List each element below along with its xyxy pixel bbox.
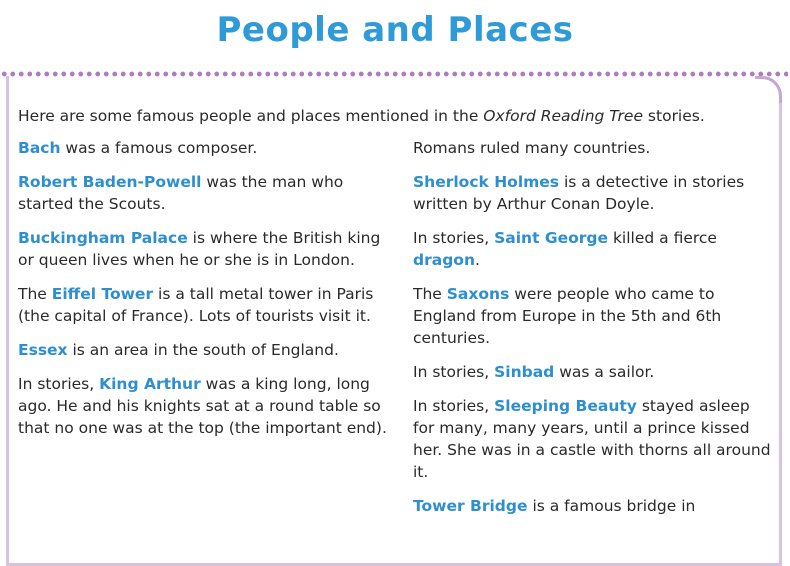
book-title: Oxford Reading Tree (483, 107, 643, 125)
entry-term: Saint George (494, 229, 609, 247)
entry-term: Tower Bridge (413, 497, 528, 515)
entry-term: King Arthur (99, 375, 201, 393)
glossary-entry (413, 171, 773, 215)
glossary-entry (413, 395, 773, 483)
entry-text: killed a fierce (608, 229, 717, 247)
glossary-entry (18, 283, 393, 327)
glossary-entry (18, 137, 393, 159)
glossary-entry (413, 227, 773, 271)
entry-text: The (18, 285, 52, 303)
entry-text: is a tall metal tower in Paris (the capital of France). Lots of tourists visit it. (18, 285, 374, 325)
intro-text (18, 105, 778, 127)
entry-term: Buckingham Palace (18, 229, 188, 247)
entry-text: stayed asleep for many, many years, until a prince kissed her. She was in a castle with thorns all around it. (413, 397, 771, 481)
entry-text: In stories, (18, 375, 100, 393)
entry-text: were people who came to England from Europe in the 5th and 6th centuries. (413, 285, 722, 347)
entry-term: Sleeping Beauty (494, 397, 637, 415)
entry-text: The (413, 285, 447, 303)
entry-text: is where the British king or queen lives when he or she is in London. (18, 229, 381, 269)
entry-text: In stories, (413, 363, 495, 381)
entry-text: is a famous bridge in (527, 497, 696, 515)
entry-term: Robert Baden-Powell (18, 173, 202, 191)
glossary-entry (413, 137, 773, 159)
entry-term: dragon (413, 251, 475, 269)
glossary-entry (18, 171, 393, 215)
entry-text: was a sailor. (554, 363, 655, 381)
glossary-entry (18, 339, 393, 361)
entry-term: Saxons (446, 285, 510, 303)
entry-text: is a detective in stories written by Arthur Conan Doyle. (413, 173, 745, 213)
glossary-entry (413, 361, 773, 383)
entry-text: In stories, (413, 397, 495, 415)
intro-before: Here are some famous people and places mentioned in the (18, 107, 484, 125)
left-column (18, 137, 393, 451)
entry-text: was a famous composer. (60, 139, 258, 157)
glossary-entry (413, 495, 773, 517)
intro-after: stories. (643, 107, 705, 125)
panel-corner (755, 76, 782, 103)
entry-text: was a king long, long ago. He and his knights sat at a round table so that no one was at the top (the important end). (18, 375, 387, 437)
entry-term: Essex (18, 341, 68, 359)
entry-text: Romans ruled many countries. (413, 139, 651, 157)
glossary-entry (18, 227, 393, 271)
entry-text: . (474, 251, 480, 269)
entry-term: Sherlock Holmes (413, 173, 560, 191)
entry-term: Sinbad (494, 363, 555, 381)
glossary-entry (413, 283, 773, 349)
entry-term: Bach (18, 139, 61, 157)
glossary-entry (18, 373, 393, 439)
right-column (413, 137, 773, 529)
entry-text: is an area in the south of England. (67, 341, 339, 359)
entry-term: Eiffel Tower (51, 285, 154, 303)
entry-text: In stories, (413, 229, 495, 247)
entry-text: was the man who started the Scouts. (18, 173, 344, 213)
page-title: People and Places (216, 10, 574, 50)
